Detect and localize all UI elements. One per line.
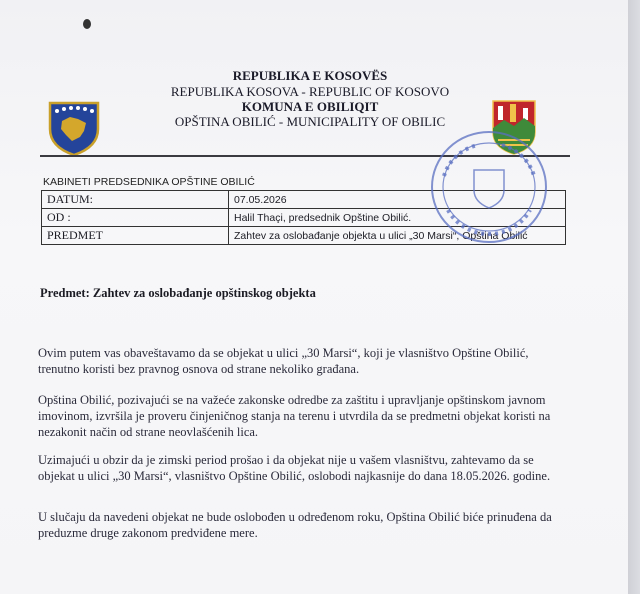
cabinet-title: KABINETI PREDSEDNIKA OPŠTINE OBILIĆ: [43, 176, 255, 188]
header-line-3: KOMUNA E OBILIQIT: [241, 99, 379, 114]
paper-edge: [628, 0, 640, 594]
subject-value: Zahtev za oslobađanje objekta u ulici „30 Marsi“, Opština Obilić: [229, 227, 566, 245]
official-stamp-icon: [428, 128, 550, 246]
punch-hole: [83, 19, 91, 29]
body-paragraph-3: Uzimajući u obzir da je zimski period prošao i da objekat nije u vašem vlasništvu, zahtevamo da se objekat u ulici „30 Marsi“, vlasništvo Opštine Obilić, oslobodi najkasnije do dana 18.05.2026. godine.: [38, 453, 551, 483]
header-line-4: OPŠTINA OBILIĆ - MUNICIPALITY OF OBILIC: [174, 114, 446, 129]
body-paragraph-4: U slučaju da navedeni objekat ne bude oslobođen u određenom roku, Opština Obilić biće prinuđena da preduzme druge zakonom predviđene mere.: [38, 510, 552, 540]
header-line-1: REPUBLIKA E KOSOVËS: [232, 68, 388, 83]
header-line-2: REPUBLIKA KOSOVA - REPUBLIC OF KOSOVO: [170, 84, 450, 99]
subject-label: PREDMET: [42, 227, 229, 245]
from-label: OD :: [42, 209, 229, 227]
letter-subject: Predmet: Zahtev za oslobađanje opštinskog objekta: [40, 286, 316, 300]
date-value: 07.05.2026: [229, 191, 566, 209]
body-paragraph-2: Opština Obilić, pozivajući se na važeće zakonske odredbe za zaštitu i upravljanje opštinskom javnom imovinom, izvršila je proveru činjeničnog stanja na terenu i utvrdila da se predmetni objekat koristi na nezakonit način od strane neovlašćenih lica.: [38, 393, 551, 439]
from-value: Halil Thaçi, predsednik Opštine Obilić.: [229, 209, 566, 227]
body-paragraph-1: Ovim putem vas obaveštavamo da se objekat u ulici „30 Marsi“, koji je vlasništvo Opštine Obilić, trenutno koristi bez pravnog osnova od strane nekoliko građana.: [38, 346, 529, 376]
kosovo-coat-of-arms-icon: [48, 97, 100, 157]
date-label: DATUM:: [42, 191, 229, 209]
